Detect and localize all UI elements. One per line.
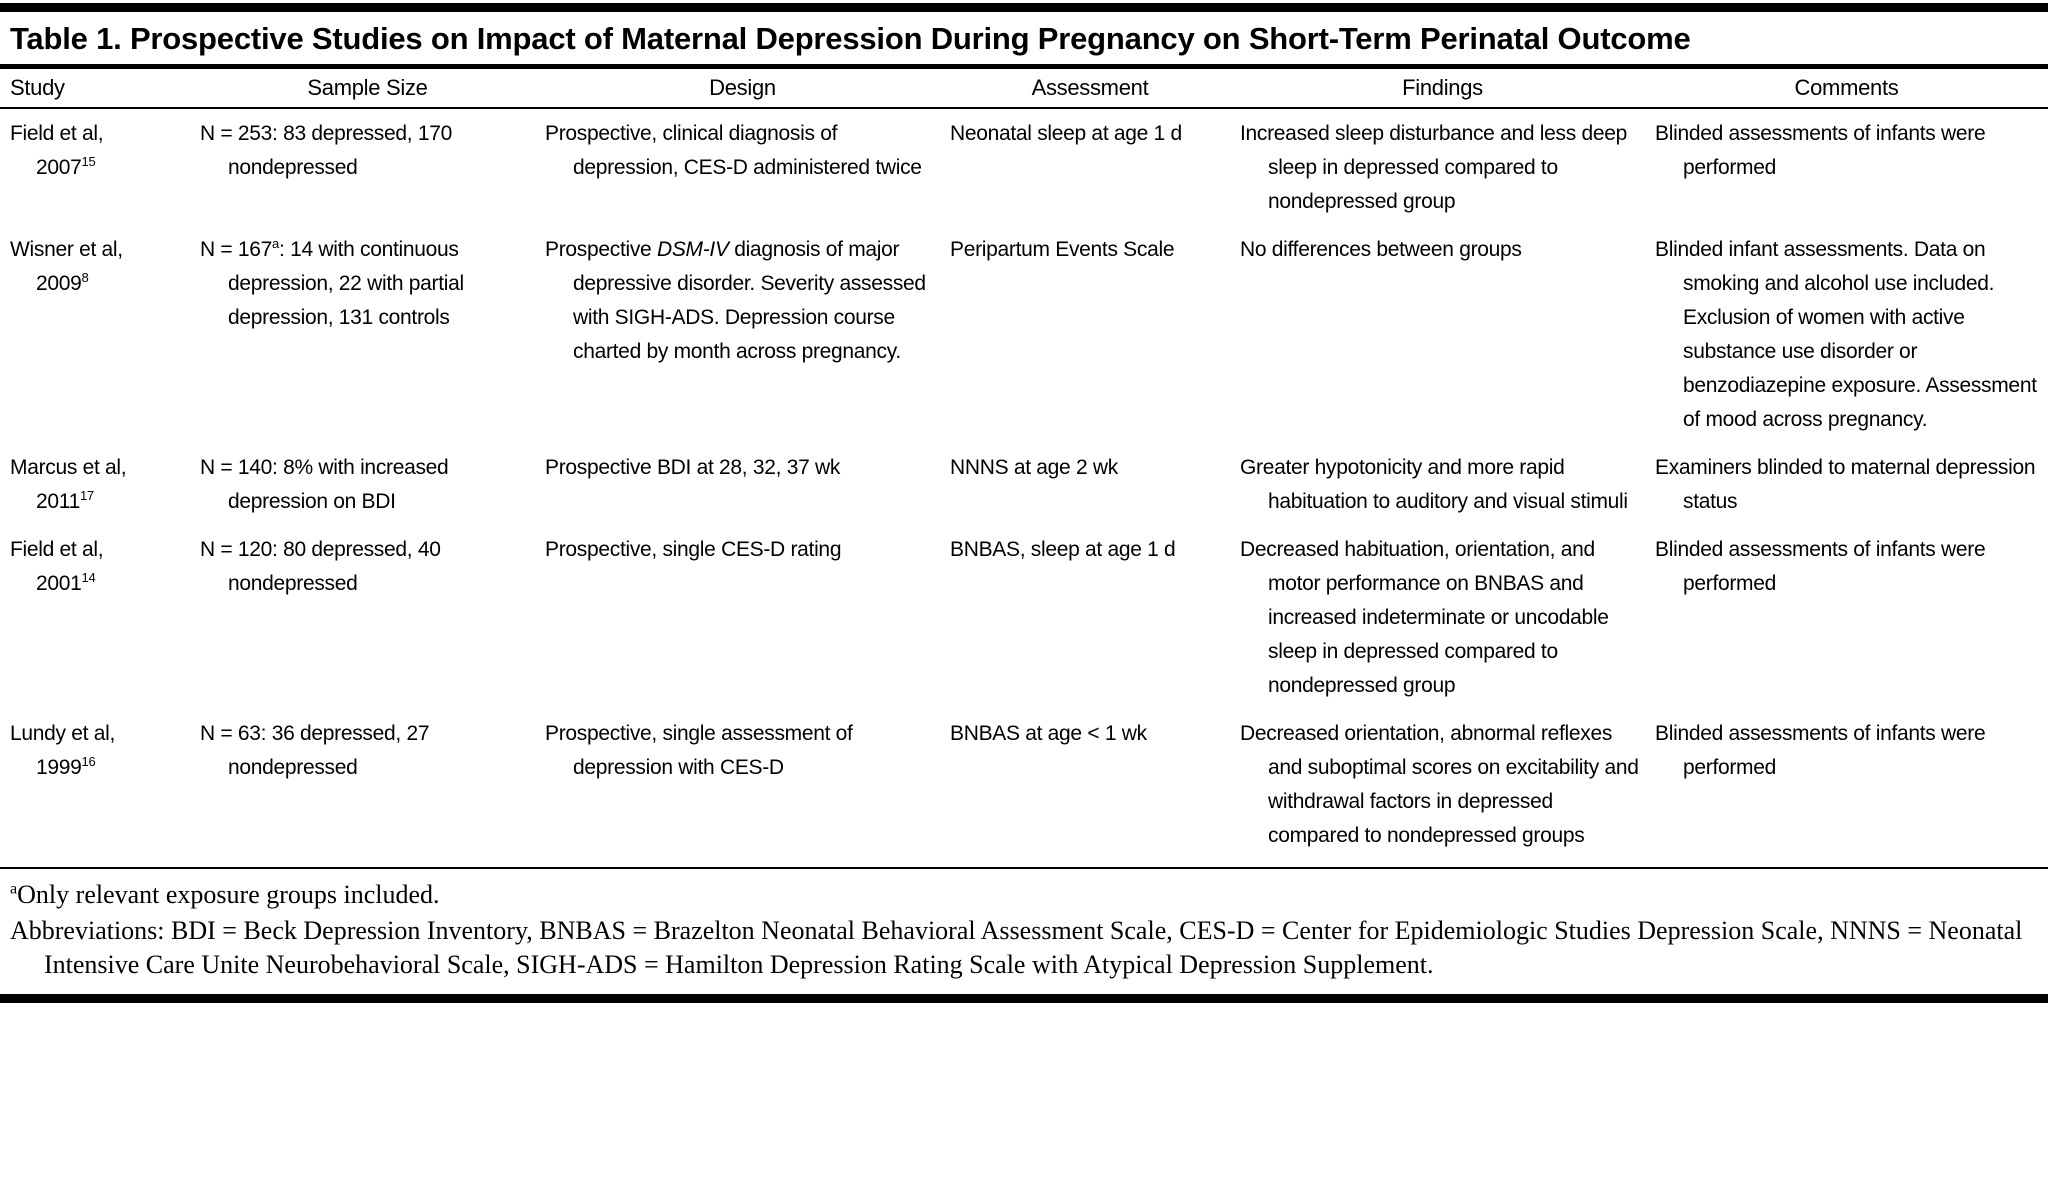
table-row xyxy=(0,533,2048,703)
design-text: Prospective BDI at 28, 32, 37 wk xyxy=(545,456,841,480)
study-year-text: 2011 xyxy=(36,490,80,514)
sample-size-text: N = 63: 36 depressed, 27 nondepressed xyxy=(200,722,430,780)
study-name: Field et al, xyxy=(10,122,104,145)
column-header-design: Design xyxy=(709,75,776,100)
study-cell xyxy=(10,717,190,853)
study-ref-superscript: 8 xyxy=(81,270,89,286)
sample-size-text: N = 253: 83 depressed, 170 nondepressed xyxy=(200,122,452,180)
assessment-cell: NNNS at age 2 wk xyxy=(950,456,1118,480)
design-cell xyxy=(545,233,940,437)
design-text: Prospective xyxy=(545,238,657,262)
table-footnotes xyxy=(0,869,2048,993)
study-cell xyxy=(10,117,190,219)
table-row xyxy=(0,717,2048,853)
sample-size-text: N = 167 xyxy=(200,238,273,262)
design-cell xyxy=(545,533,940,703)
study-cell xyxy=(10,533,190,703)
study-year xyxy=(10,567,190,601)
sample-size-cell xyxy=(200,233,535,437)
study-year-text: 2009 xyxy=(36,272,82,296)
bottom-border-rule xyxy=(0,994,2048,1003)
comments-cell: Blinded infant assessments. Data on smoking and alcohol use included. Exclusion of women with active substance use disorder or benzodiazepine exposure. Assessment of mood across pregnancy. xyxy=(1655,238,2037,432)
findings-cell: Decreased orientation, abnormal reflexes and suboptimal scores on excitability and withdrawal factors in depressed compared to nondepressed groups xyxy=(1240,722,1639,848)
top-border-rule xyxy=(0,3,2048,12)
table-header-row xyxy=(0,69,2048,107)
design-text: Prospective, single CES-D rating xyxy=(545,538,842,562)
study-year xyxy=(10,151,190,185)
comments-cell: Blinded assessments of infants were performed xyxy=(1655,722,1986,780)
study-cell xyxy=(10,451,190,519)
column-header-sample-size: Sample Size xyxy=(307,75,428,100)
design-text: Prospective, single assessment of depression with CES-D xyxy=(545,722,853,780)
assessment-cell: BNBAS at age < 1 wk xyxy=(950,722,1147,746)
findings-cell: No differences between groups xyxy=(1240,238,1522,262)
comments-cell: Blinded assessments of infants were performed xyxy=(1655,122,1986,180)
study-name: Wisner et al, xyxy=(10,238,123,262)
sample-size-cell xyxy=(200,717,535,853)
column-header-findings: Findings xyxy=(1402,75,1483,100)
sample-size-cell xyxy=(200,533,535,703)
column-header-assessment: Assessment xyxy=(1031,75,1149,100)
table-row xyxy=(0,451,2048,519)
study-year-text: 2001 xyxy=(36,572,82,596)
design-cell xyxy=(545,117,940,219)
sample-size-cell xyxy=(200,117,535,219)
footnote-a xyxy=(10,878,2038,912)
assessment-cell: Peripartum Events Scale xyxy=(950,238,1175,262)
column-header-study: Study xyxy=(10,75,65,100)
study-year-text: 2007 xyxy=(36,156,82,180)
study-name: Marcus et al, xyxy=(10,456,127,480)
findings-cell: Decreased habituation, orientation, and motor performance on BNBAS and increased indeterminate or uncodable sleep in depressed compared to nondepressed group xyxy=(1240,538,1609,698)
study-year xyxy=(10,485,190,519)
study-ref-superscript: 14 xyxy=(81,570,96,586)
table-body xyxy=(0,109,2048,853)
study-year xyxy=(10,267,190,301)
footnote-a-text: Only relevant exposure groups included. xyxy=(17,880,440,910)
findings-cell: Greater hypotonicity and more rapid habituation to auditory and visual stimuli xyxy=(1240,456,1628,514)
study-year xyxy=(10,751,190,785)
table-title: Table 1. Prospective Studies on Impact of Maternal Depression During Pregnancy on Short-Term Perinatal Outcome xyxy=(10,21,1691,56)
findings-cell: Increased sleep disturbance and less deep sleep in depressed compared to nondepressed group xyxy=(1240,122,1627,214)
column-header-comments: Comments xyxy=(1794,75,1899,100)
design-italic-text: DSM-IV xyxy=(656,238,729,262)
study-name: Lundy et al, xyxy=(10,722,115,746)
sample-size-text: N = 120: 80 depressed, 40 nondepressed xyxy=(200,538,441,596)
footnote-abbreviations: Abbreviations: BDI = Beck Depression Inventory, BNBAS = Brazelton Neonatal Behavioral Assessment Scale, CES-D = Center for Epidemiologic Studies Depression Scale, NNNS = Neonatal Intensive Care Unite Neurobehavioral Scale, SIGH-ADS = Hamilton Depression Rating Scale with Atypical Depression Supplement. xyxy=(10,916,2023,979)
footnote-a-superscript: a xyxy=(10,880,18,898)
assessment-cell: Neonatal sleep at age 1 d xyxy=(950,122,1182,145)
study-ref-superscript: 15 xyxy=(81,154,96,170)
assessment-cell: BNBAS, sleep at age 1 d xyxy=(950,538,1176,562)
comments-cell: Examiners blinded to maternal depression status xyxy=(1655,456,2036,514)
study-name: Field et al, xyxy=(10,538,104,562)
sample-size-text: N = 140: 8% with increased depression on BDI xyxy=(200,456,449,514)
study-ref-superscript: 17 xyxy=(79,488,94,504)
table-row xyxy=(0,117,2048,219)
design-cell xyxy=(545,717,940,853)
comments-cell: Blinded assessments of infants were performed xyxy=(1655,538,1986,596)
design-cell xyxy=(545,451,940,519)
table-row xyxy=(0,233,2048,437)
sample-size-cell xyxy=(200,451,535,519)
design-rest: diagnosis of major depressive disorder. Severity assessed with SIGH-ADS. Depression course charted by month across pregnancy. xyxy=(573,238,926,364)
sample-size-superscript: a xyxy=(272,236,279,252)
study-ref-superscript: 16 xyxy=(81,754,96,770)
design-text: Prospective, clinical diagnosis of depression, CES-D administered twice xyxy=(545,122,922,180)
sample-size-rest: : 14 with continuous depression, 22 with partial depression, 131 controls xyxy=(228,238,464,330)
study-year-text: 1999 xyxy=(36,756,82,780)
study-cell xyxy=(10,233,190,437)
